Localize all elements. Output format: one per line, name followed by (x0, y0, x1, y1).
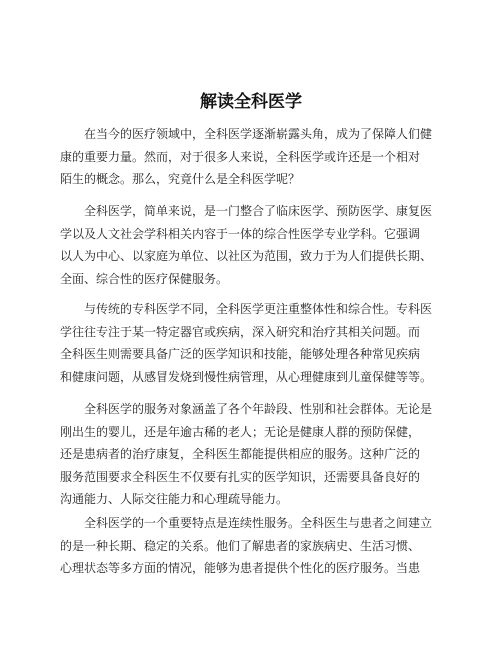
paragraph-3 (60, 298, 460, 388)
paragraph-2 (60, 200, 460, 290)
paragraph-line: 刚出生的婴儿，还是年逾古稀的老人；无论是健康人群的预防保健， (60, 424, 421, 439)
paragraph-line: 沟通能力、人际交往能力和心理疏导能力。 (60, 492, 289, 507)
paragraph-line: 全科医学的服务对象涵盖了各个年龄段、性别和社会群体。无论是 (84, 402, 433, 416)
paragraph-1 (60, 123, 460, 191)
paragraph-line: 陌生的概念。那么，究竟什么是全科医学呢？ (60, 172, 301, 187)
paragraph-line: 学以及人文社会学科相关内容于一体的综合性医学专业学科。它强调 (60, 226, 421, 241)
paragraph-line: 心理状态等多方面的情况，能够为患者提供个性化的医疗服务。当患 (60, 561, 421, 576)
paragraph-line: 与传统的专科医学不同，全科医学更注重整体性和综合性。专科医 (84, 302, 433, 316)
paragraph-line: 全科医学，简单来说，是一门整合了临床医学、预防医学、康复医 (84, 204, 433, 218)
paragraph-5 (60, 512, 460, 580)
paragraph-4 (60, 398, 460, 511)
paragraph-line: 全面、综合性的医疗保健服务。 (60, 271, 229, 286)
paragraph-line: 的是一种长期、稳定的关系。他们了解患者的家族病史、生活习惯、 (60, 538, 421, 553)
paragraph-line: 还是患病者的治疗康复，全科医生都能提供相应的服务。这种广泛的 (60, 447, 421, 462)
document-title: 解读全科医学 (200, 92, 302, 112)
paragraph-line: 以人为中心、以家庭为单位、以社区为范围，致力于为人们提供长期、 (60, 249, 433, 264)
paragraph-line: 学往往专注于某一特定器官或疾病，深入研究和治疗其相关问题。而 (60, 324, 421, 339)
paragraph-line: 康的重要力量。然而，对于很多人来说，全科医学或许还是一个相对 (60, 149, 421, 164)
paragraph-line: 和健康问题，从感冒发烧到慢性病管理，从心理健康到儿童保健等等。 (60, 369, 433, 384)
paragraph-line: 全科医学的一个重要特点是连续性服务。全科医生与患者之间建立 (84, 516, 433, 530)
paragraph-line: 在当今的医疗领域中，全科医学逐渐崭露头角，成为了保障人们健 (84, 127, 433, 141)
paragraph-line: 全科医生则需要具备广泛的医学知识和技能，能够处理各种常见疾病 (60, 347, 421, 362)
paragraph-line: 服务范围要求全科医生不仅要有扎实的医学知识，还需要具备良好的 (60, 469, 421, 484)
